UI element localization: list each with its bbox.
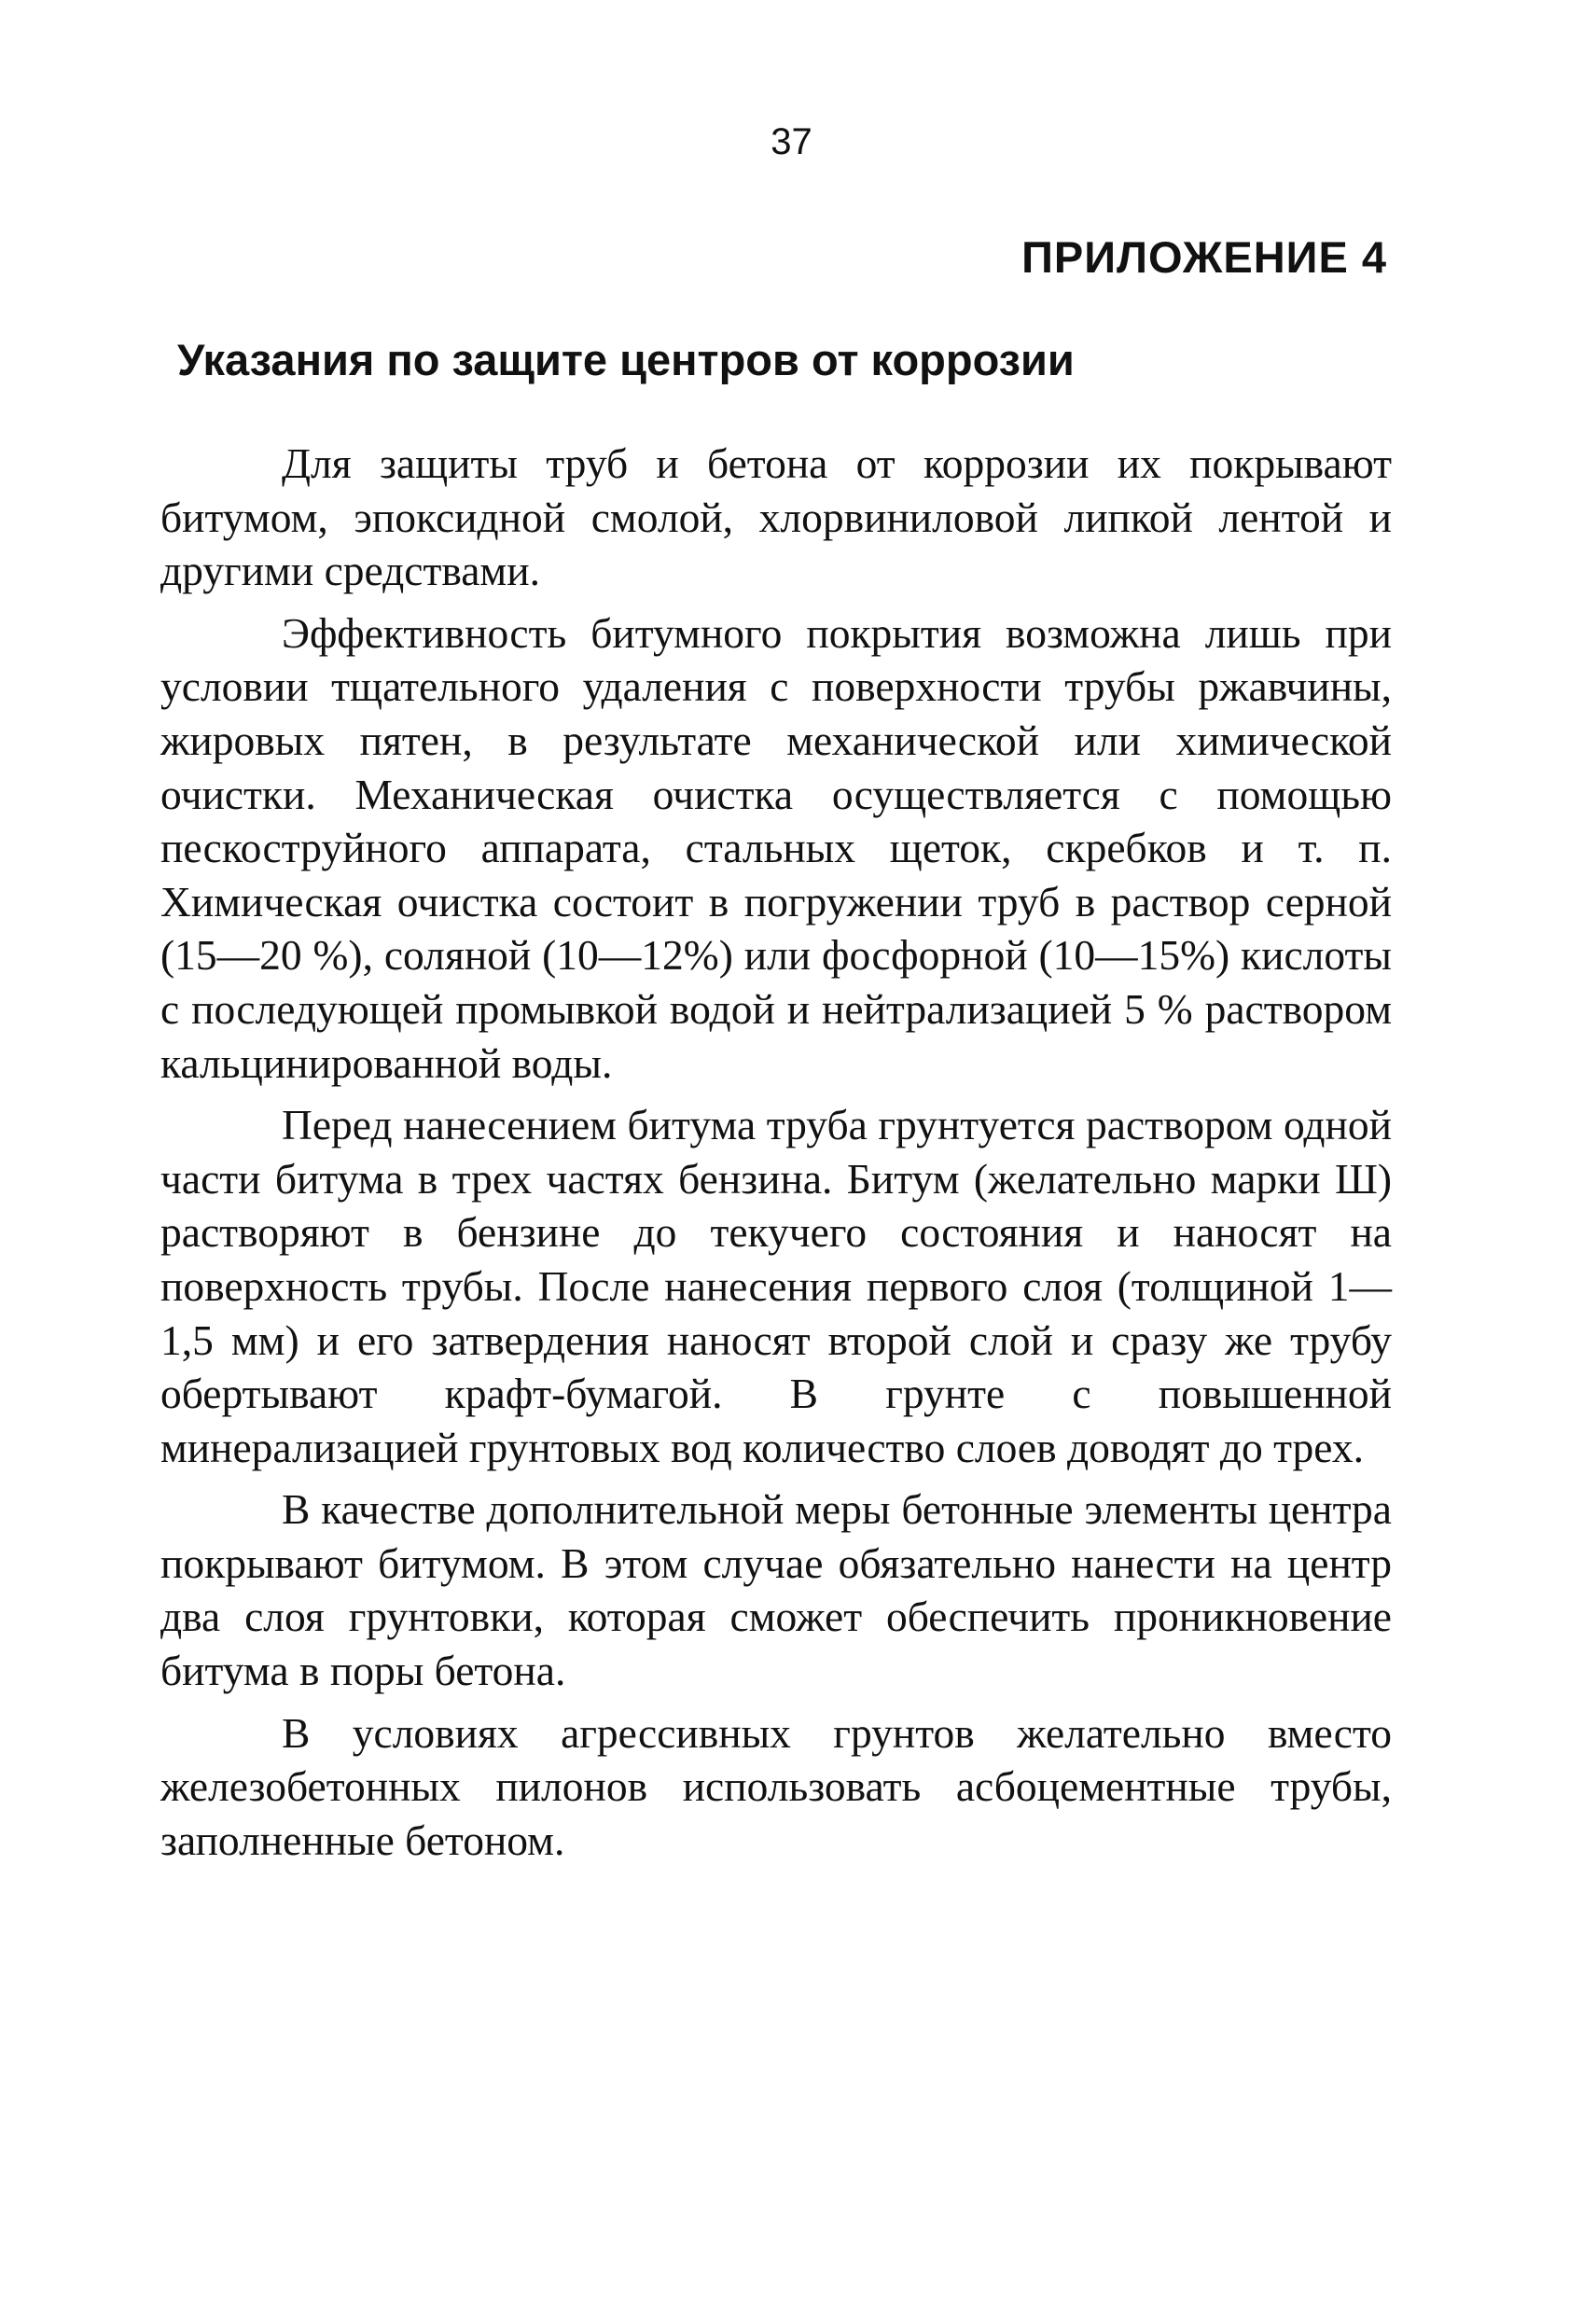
paragraph-bitumen-application: Перед нанесением битума труба грунтуется раствором одной части битума в трех частях бензина. Битум (желательно марки Ш) растворяют в бензине до текучего состояния и наносят на поверхность трубы. После нанесения первого слоя (толщиной 1— 1,5 мм) и его затвердения наносят второй слой и сразу же трубу обертывают крафт-бумагой. В грунте с повышенной минерализацией грунтовых вод количество слоев доводят до трех.: [160, 1101, 1392, 1471]
paragraph-aggressive-soils: В условиях агрессивных грунтов желательно вместо железобетонных пилонов использовать асбоцементные трубы, заполненные бетоном.: [160, 1708, 1392, 1864]
appendix-label: ПРИЛОЖЕНИЕ 4: [1021, 232, 1387, 282]
section-heading: Указания по защите центров от коррозии: [177, 335, 1075, 384]
body-text: [160, 437, 1392, 1875]
paragraph-surface-cleaning: Эффективность битумного покрытия возможна лишь при условии тщательного удаления с поверхности трубы ржавчины, жировых пятен, в результате механической или химической очистки. Механическая очистка осуществляется с помощью пескоструйного аппарата, стальных щеток, скребков и т. п. Химическая очистка состоит в погружении труб в раствор серной (15—20 %), соляной (10—12%) или фосфорной (10—15%) кислоты с последующей промывкой водой и нейтрализацией 5 % раствором кальцинированной воды.: [160, 608, 1392, 1087]
paragraph-concrete-protection: В качестве дополнительной меры бетонные элементы центра покрывают битумом. В этом случае обязательно нанести на центр два слоя грунтовки, которая сможет обеспечить проникновение битума в поры бетона.: [160, 1485, 1392, 1695]
paragraph-coating-methods: Для защиты труб и бетона от коррозии их покрывают битумом, эпоксидной смолой, хлорвиниловой липкой лентой и другими средствами.: [160, 439, 1392, 595]
page-number: 37: [771, 121, 812, 162]
